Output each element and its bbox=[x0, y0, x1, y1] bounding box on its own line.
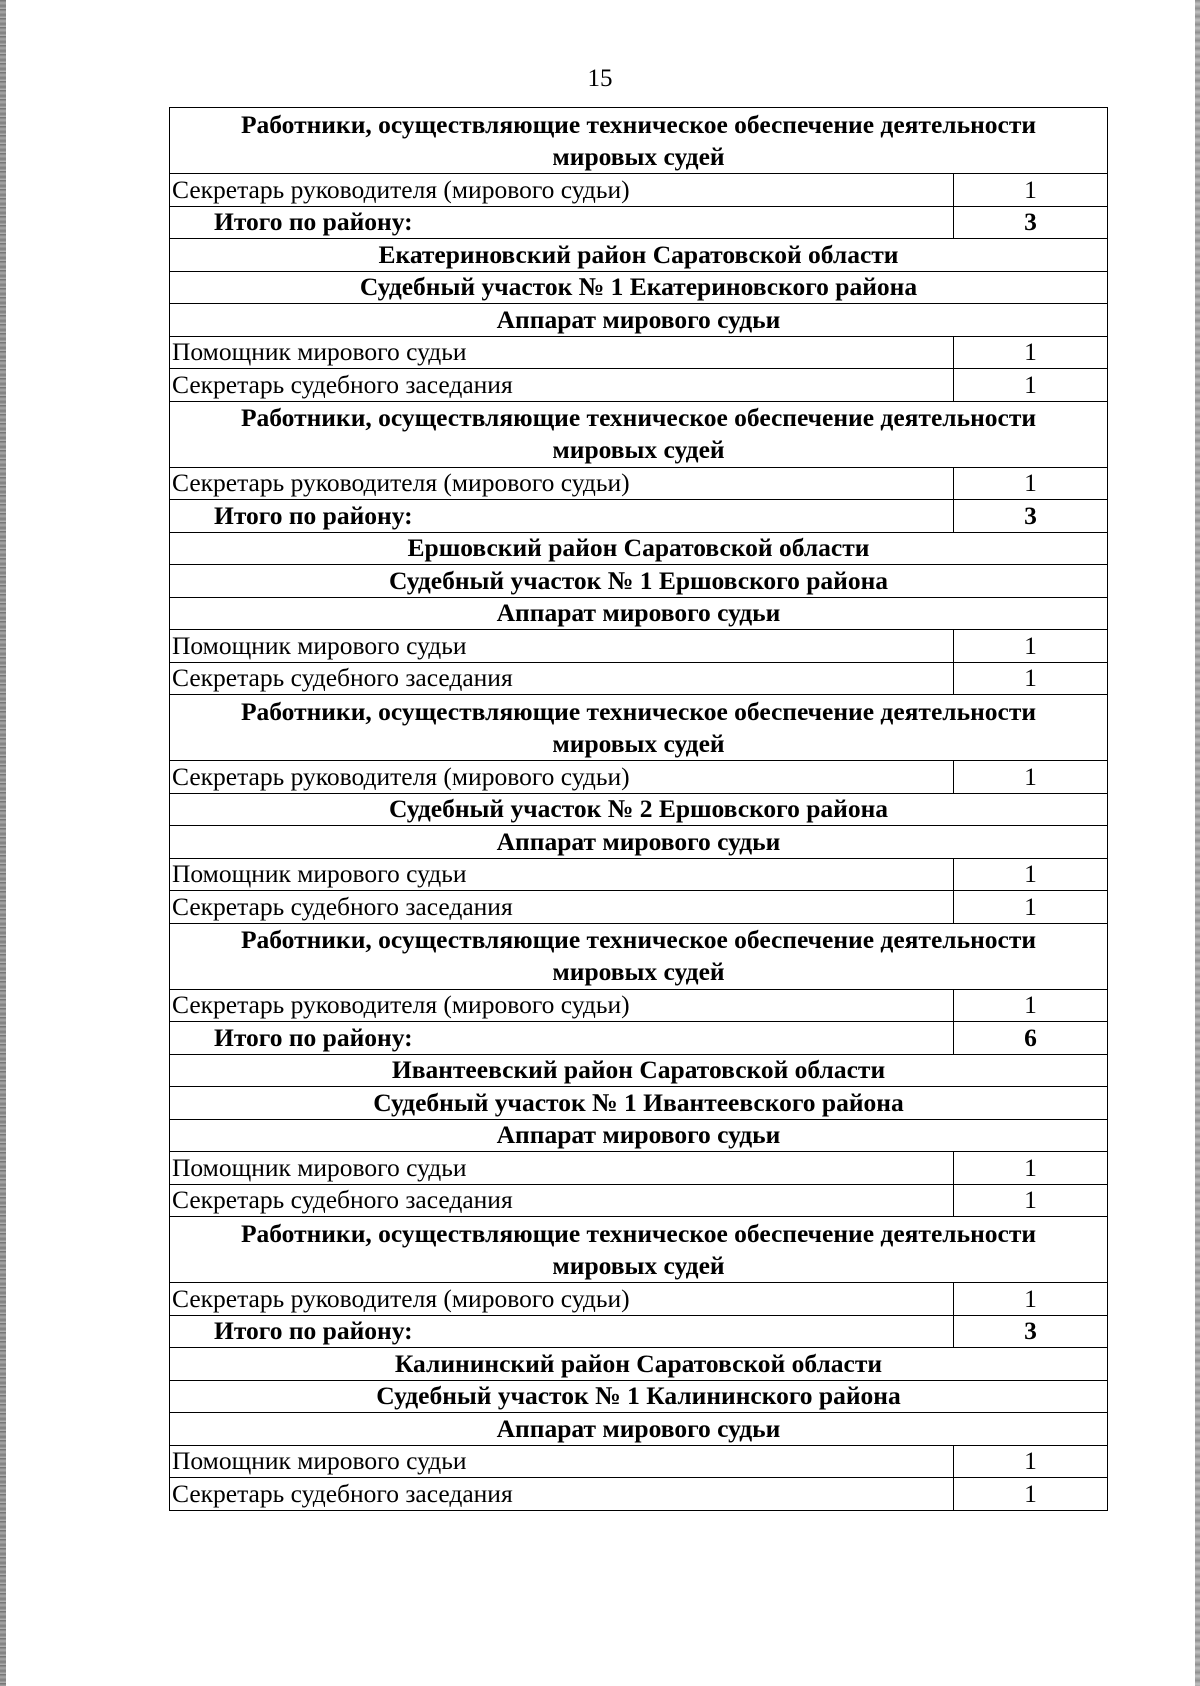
position-name: Помощник мирового судьи bbox=[170, 336, 954, 369]
staffing-table bbox=[169, 107, 1108, 1511]
position-row bbox=[170, 467, 1108, 500]
section-heading-row bbox=[170, 695, 1108, 761]
position-count: 1 bbox=[954, 989, 1108, 1022]
position-name: Секретарь руководителя (мирового судьи) bbox=[170, 989, 954, 1022]
heading-cell: Аппарат мирового судьи bbox=[170, 1413, 1108, 1446]
heading-row bbox=[170, 826, 1108, 859]
position-count: 1 bbox=[954, 1152, 1108, 1185]
position-name: Секретарь судебного заседания bbox=[170, 369, 954, 402]
heading-cell: Аппарат мирового судьи bbox=[170, 597, 1108, 630]
page-number: 15 bbox=[587, 65, 613, 92]
position-count: 1 bbox=[954, 891, 1108, 924]
district-total-row bbox=[170, 206, 1108, 239]
position-name: Секретарь руководителя (мирового судьи) bbox=[170, 761, 954, 794]
position-count: 1 bbox=[954, 662, 1108, 695]
total-count: 3 bbox=[954, 1315, 1108, 1348]
heading-cell: Судебный участок № 1 Ивантеевского района bbox=[170, 1087, 1108, 1120]
section-heading-row bbox=[170, 401, 1108, 467]
heading-row bbox=[170, 532, 1108, 565]
heading-row bbox=[170, 1054, 1108, 1087]
position-count: 1 bbox=[954, 630, 1108, 663]
total-label: Итого по району: bbox=[170, 500, 954, 533]
section-heading-row bbox=[170, 108, 1108, 174]
position-row bbox=[170, 369, 1108, 402]
heading-cell: Судебный участок № 1 Ершовского района bbox=[170, 565, 1108, 598]
position-count: 1 bbox=[954, 467, 1108, 500]
position-count: 1 bbox=[954, 1445, 1108, 1478]
total-label: Итого по району: bbox=[170, 206, 954, 239]
position-row bbox=[170, 1283, 1108, 1316]
total-count: 3 bbox=[954, 206, 1108, 239]
position-name: Секретарь руководителя (мирового судьи) bbox=[170, 1283, 954, 1316]
position-name: Секретарь судебного заседания bbox=[170, 891, 954, 924]
position-name: Секретарь руководителя (мирового судьи) bbox=[170, 467, 954, 500]
district-total-row bbox=[170, 500, 1108, 533]
district-total-row bbox=[170, 1022, 1108, 1055]
position-count: 1 bbox=[954, 336, 1108, 369]
heading-row bbox=[170, 793, 1108, 826]
district-total-row bbox=[170, 1315, 1108, 1348]
heading-cell: Работники, осуществляющие техническое обеспечение деятельности мировых судей bbox=[170, 695, 1108, 761]
position-count: 1 bbox=[954, 1184, 1108, 1217]
position-row bbox=[170, 1478, 1108, 1511]
heading-cell: Екатериновский район Саратовской области bbox=[170, 239, 1108, 272]
section-heading-row bbox=[170, 1217, 1108, 1283]
heading-row bbox=[170, 1380, 1108, 1413]
heading-cell: Судебный участок № 1 Екатериновского района bbox=[170, 271, 1108, 304]
position-count: 1 bbox=[954, 1478, 1108, 1511]
position-name: Секретарь судебного заседания bbox=[170, 1478, 954, 1511]
position-name: Секретарь судебного заседания bbox=[170, 662, 954, 695]
position-name: Помощник мирового судьи bbox=[170, 630, 954, 663]
heading-cell: Ершовский район Саратовской области bbox=[170, 532, 1108, 565]
heading-cell: Работники, осуществляющие техническое обеспечение деятельности мировых судей bbox=[170, 1217, 1108, 1283]
position-row bbox=[170, 662, 1108, 695]
heading-cell: Работники, осуществляющие техническое обеспечение деятельности мировых судей bbox=[170, 923, 1108, 989]
heading-row bbox=[170, 1119, 1108, 1152]
heading-row bbox=[170, 597, 1108, 630]
position-row bbox=[170, 891, 1108, 924]
staffing-table-body bbox=[170, 108, 1108, 1511]
heading-row bbox=[170, 1087, 1108, 1120]
position-row bbox=[170, 630, 1108, 663]
position-count: 1 bbox=[954, 369, 1108, 402]
heading-cell: Работники, осуществляющие техническое обеспечение деятельности мировых судей bbox=[170, 401, 1108, 467]
heading-cell: Аппарат мирового судьи bbox=[170, 304, 1108, 337]
position-name: Секретарь руководителя (мирового судьи) bbox=[170, 174, 954, 207]
position-row bbox=[170, 989, 1108, 1022]
total-count: 6 bbox=[954, 1022, 1108, 1055]
heading-row bbox=[170, 271, 1108, 304]
scan-edge-right bbox=[1195, 0, 1200, 1686]
position-name: Помощник мирового судьи bbox=[170, 858, 954, 891]
position-count: 1 bbox=[954, 858, 1108, 891]
heading-cell: Судебный участок № 1 Калининского района bbox=[170, 1380, 1108, 1413]
heading-row bbox=[170, 1348, 1108, 1381]
total-label: Итого по району: bbox=[170, 1315, 954, 1348]
total-label: Итого по району: bbox=[170, 1022, 954, 1055]
scan-edge-left bbox=[0, 0, 6, 1686]
position-count: 1 bbox=[954, 174, 1108, 207]
position-row bbox=[170, 858, 1108, 891]
heading-row bbox=[170, 565, 1108, 598]
position-row bbox=[170, 761, 1108, 794]
heading-cell: Ивантеевский район Саратовской области bbox=[170, 1054, 1108, 1087]
position-count: 1 bbox=[954, 1283, 1108, 1316]
position-row bbox=[170, 336, 1108, 369]
heading-cell: Судебный участок № 2 Ершовского района bbox=[170, 793, 1108, 826]
heading-row bbox=[170, 304, 1108, 337]
position-row bbox=[170, 1152, 1108, 1185]
position-name: Помощник мирового судьи bbox=[170, 1152, 954, 1185]
position-row bbox=[170, 1184, 1108, 1217]
heading-row bbox=[170, 239, 1108, 272]
position-row bbox=[170, 174, 1108, 207]
section-heading-row bbox=[170, 923, 1108, 989]
position-name: Помощник мирового судьи bbox=[170, 1445, 954, 1478]
total-count: 3 bbox=[954, 500, 1108, 533]
heading-cell: Работники, осуществляющие техническое обеспечение деятельности мировых судей bbox=[170, 108, 1108, 174]
heading-cell: Калининский район Саратовской области bbox=[170, 1348, 1108, 1381]
heading-cell: Аппарат мирового судьи bbox=[170, 1119, 1108, 1152]
position-row bbox=[170, 1445, 1108, 1478]
position-name: Секретарь судебного заседания bbox=[170, 1184, 954, 1217]
position-count: 1 bbox=[954, 761, 1108, 794]
heading-cell: Аппарат мирового судьи bbox=[170, 826, 1108, 859]
heading-row bbox=[170, 1413, 1108, 1446]
